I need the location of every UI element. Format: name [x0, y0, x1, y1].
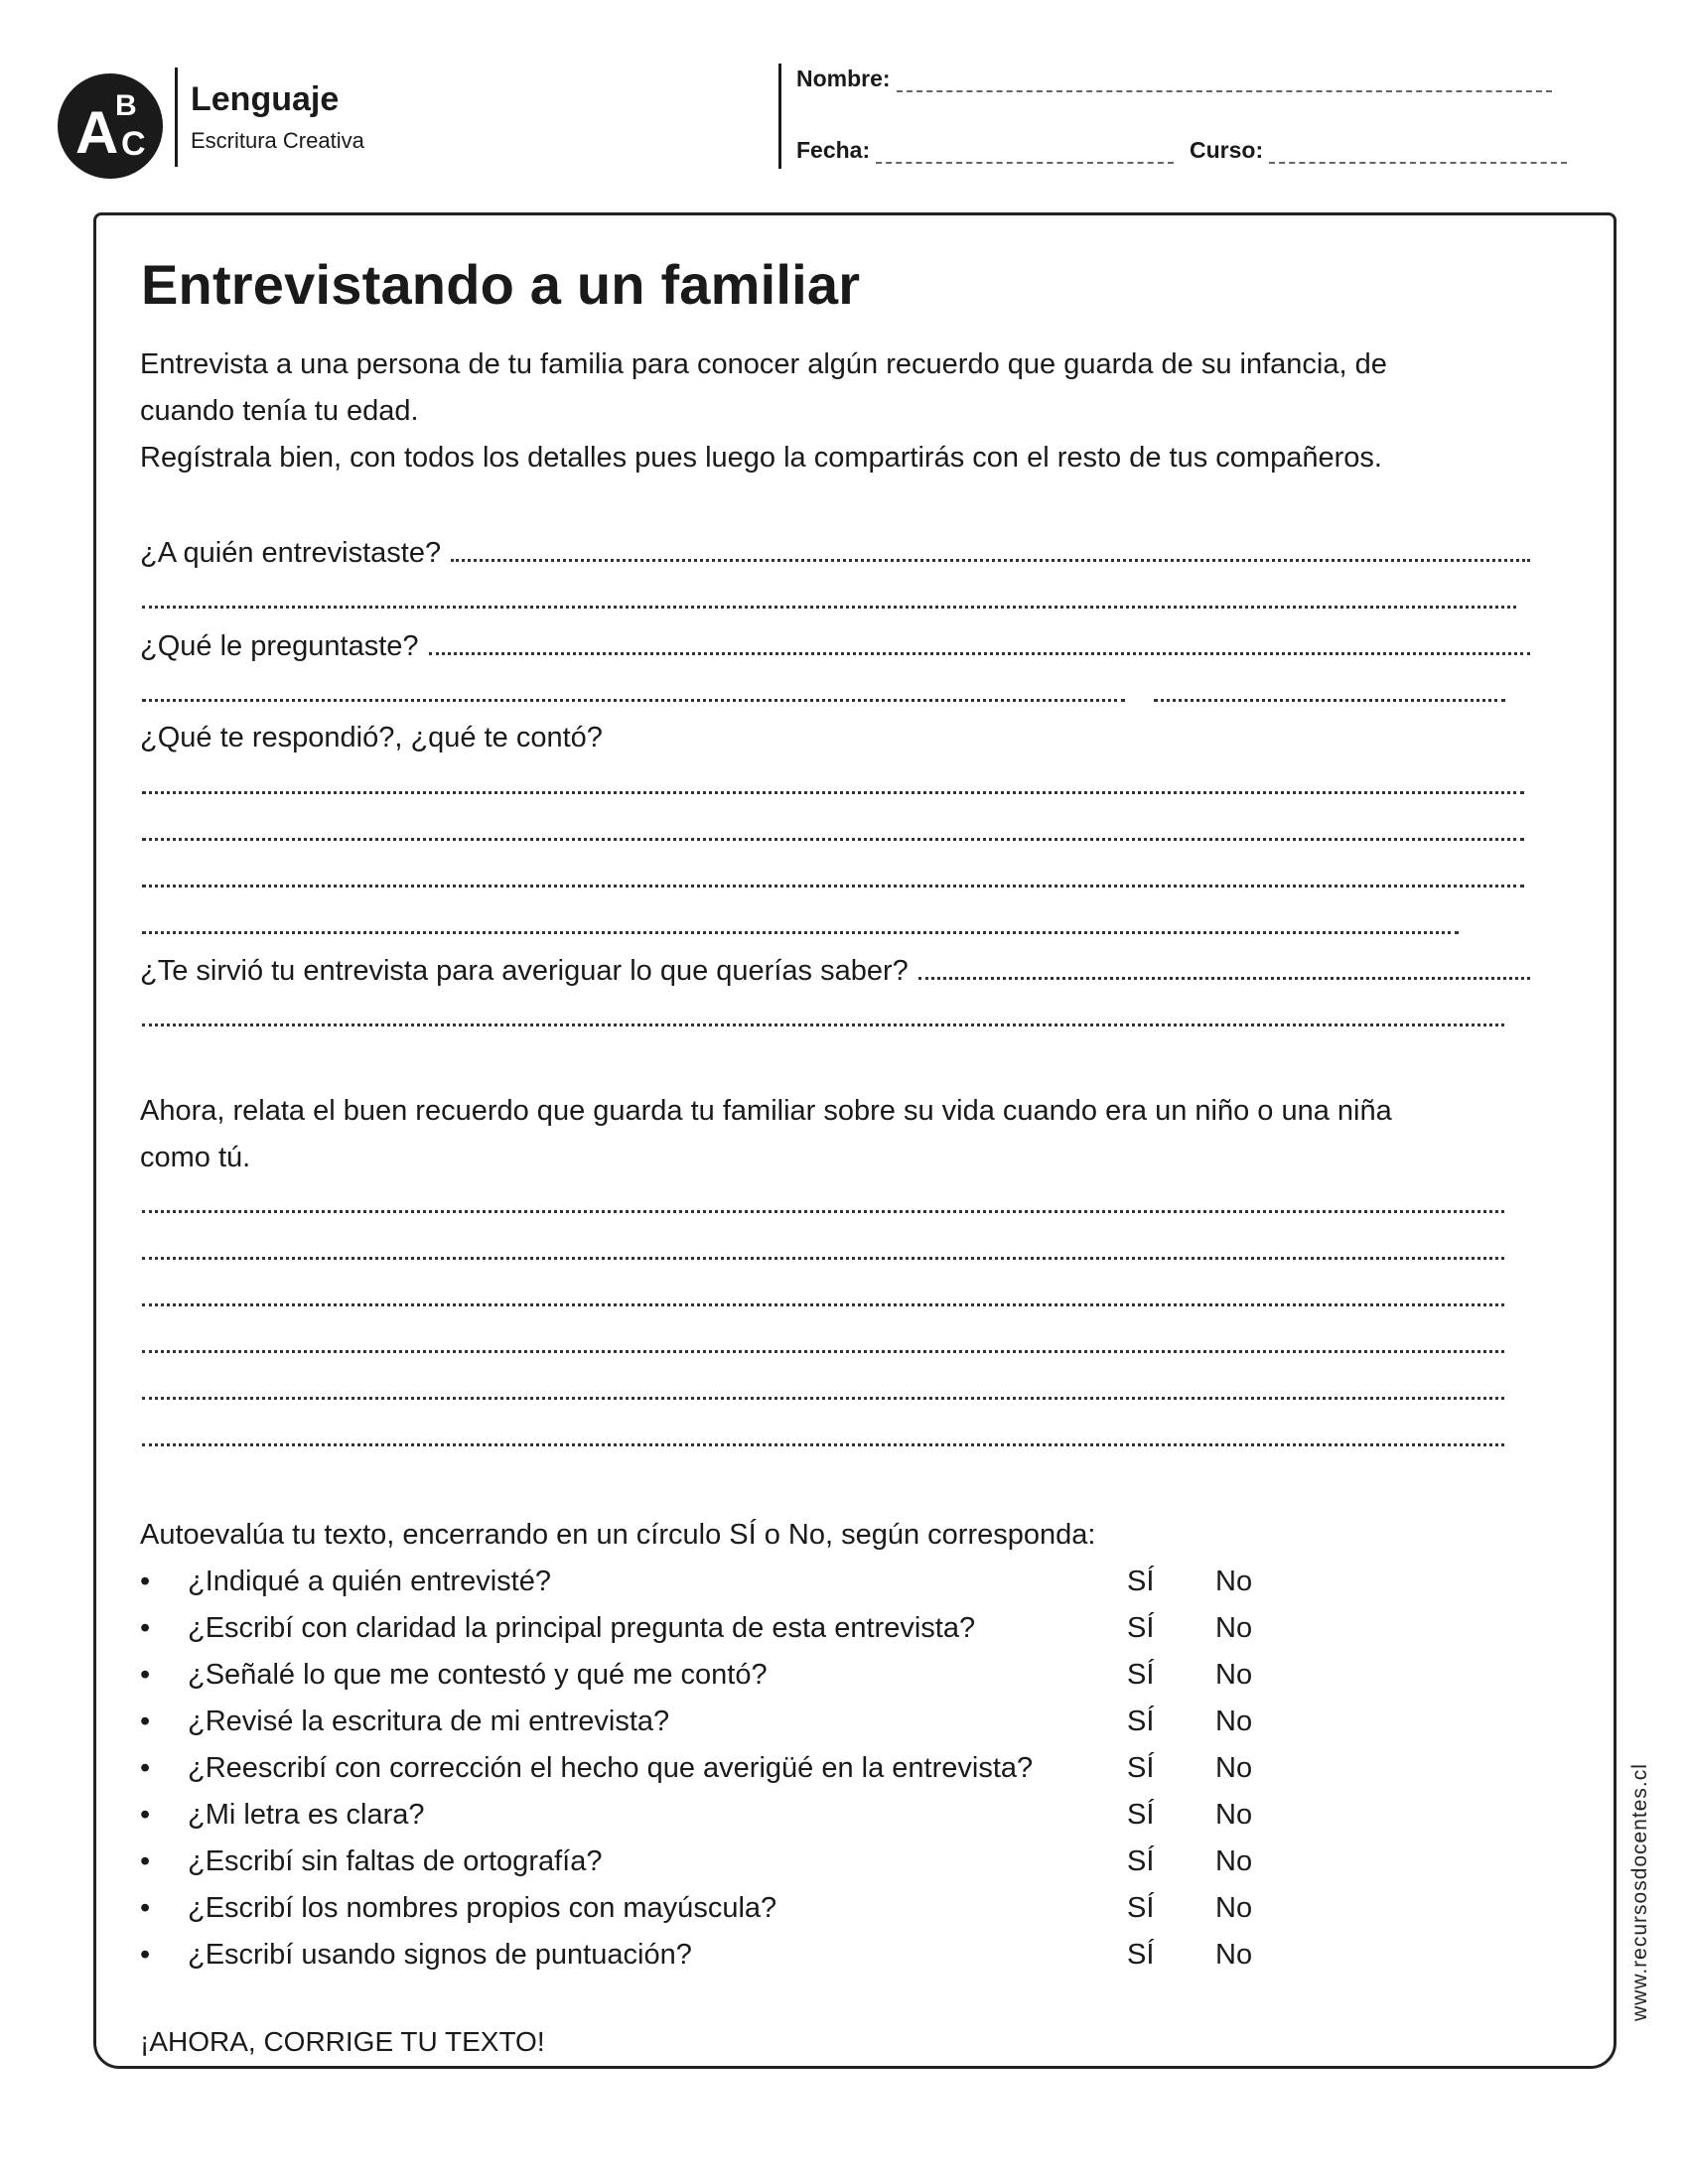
- self-eval-item: [140, 1839, 1332, 1885]
- question-text: ¿Qué te respondió?, ¿qué te contó?: [140, 722, 603, 753]
- fecha-blank[interactable]: [876, 140, 1174, 164]
- yes-option[interactable]: SÍ: [1127, 1706, 1155, 1737]
- logo-letter-b: B: [115, 89, 137, 122]
- nombre-field[interactable]: [796, 66, 1552, 92]
- self-eval-intro: Autoevalúa tu texto, encerrando en un círculo SÍ o No, según corresponda:: [140, 1519, 1096, 1551]
- question-what-answered: [140, 715, 1530, 761]
- yes-option[interactable]: SÍ: [1127, 1566, 1155, 1597]
- self-eval-question: ¿Indiqué a quién entrevisté?: [188, 1566, 551, 1597]
- self-eval-item: [140, 1652, 1332, 1699]
- self-eval-question: ¿Reescribí con corrección el hecho que averigüé en la entrevista?: [188, 1752, 1034, 1784]
- answer-line[interactable]: [429, 622, 1530, 655]
- subject-title: Lenguaje: [191, 80, 340, 118]
- instructions-line: cuando tenía tu edad.: [140, 395, 419, 427]
- yes-option[interactable]: SÍ: [1127, 1612, 1155, 1644]
- website-watermark: www.recursosdocentes.cl: [1628, 1763, 1651, 2021]
- self-eval-item: [140, 1792, 1332, 1839]
- self-eval-question: ¿Señalé lo que me contestó y qué me contó?: [188, 1659, 768, 1691]
- subject-subtitle: Escritura Creativa: [191, 128, 364, 153]
- self-eval-question: ¿Mi letra es clara?: [188, 1799, 425, 1831]
- abc-logo: [56, 71, 165, 181]
- answer-line[interactable]: [142, 699, 1125, 702]
- answer-line[interactable]: [142, 791, 1524, 794]
- bullet: •: [140, 1612, 151, 1644]
- final-note: ¡AHORA, CORRIGE TU TEXTO!: [140, 2026, 545, 2057]
- self-eval-question: ¿Escribí usando signos de puntuación?: [188, 1939, 692, 1971]
- no-option[interactable]: No: [1215, 1799, 1253, 1831]
- writing-line[interactable]: [142, 1443, 1504, 1446]
- bullet: •: [140, 1566, 151, 1597]
- question-text: ¿A quién entrevistaste?: [140, 537, 442, 569]
- answer-line[interactable]: [142, 838, 1524, 841]
- question-text: ¿Qué le preguntaste?: [140, 630, 419, 662]
- self-eval-question: ¿Escribí los nombres propios con mayúscula?: [188, 1892, 777, 1924]
- writing-line[interactable]: [142, 1210, 1504, 1213]
- no-option[interactable]: No: [1215, 1566, 1253, 1597]
- no-option[interactable]: No: [1215, 1612, 1253, 1644]
- logo-letter-a: A: [75, 99, 119, 166]
- question-text: ¿Te sirvió tu entrevista para averiguar lo que querías saber?: [140, 955, 909, 987]
- self-eval-item: [140, 1699, 1332, 1745]
- fields-divider: [778, 64, 781, 169]
- header-divider: [175, 68, 178, 167]
- question-who: [140, 529, 1530, 576]
- nombre-label: Nombre:: [796, 66, 891, 91]
- bullet: •: [140, 1892, 151, 1924]
- relate-prompt-line: Ahora, relata el buen recuerdo que guarda tu familiar sobre su vida cuando era un niño o una niña: [140, 1095, 1392, 1127]
- self-eval-question: ¿Escribí sin faltas de ortografía?: [188, 1845, 603, 1877]
- writing-line[interactable]: [142, 1303, 1504, 1306]
- self-eval-item: [140, 1932, 1332, 1979]
- answer-line[interactable]: [142, 931, 1459, 934]
- writing-line[interactable]: [142, 1257, 1504, 1260]
- no-option[interactable]: No: [1215, 1659, 1253, 1691]
- self-eval-item: [140, 1605, 1332, 1652]
- question-was-useful: [140, 947, 1530, 994]
- self-eval-question: ¿Revisé la escritura de mi entrevista?: [188, 1706, 670, 1737]
- answer-line[interactable]: [1154, 699, 1505, 702]
- no-option[interactable]: No: [1215, 1892, 1253, 1924]
- relate-prompt-line: como tú.: [140, 1142, 251, 1173]
- instructions: [140, 341, 1530, 481]
- yes-option[interactable]: SÍ: [1127, 1659, 1155, 1691]
- curso-blank[interactable]: [1269, 140, 1567, 164]
- no-option[interactable]: No: [1215, 1706, 1253, 1737]
- self-eval-question: ¿Escribí con claridad la principal pregunta de esta entrevista?: [188, 1612, 976, 1644]
- fecha-field[interactable]: [796, 137, 1174, 164]
- yes-option[interactable]: SÍ: [1127, 1799, 1155, 1831]
- no-option[interactable]: No: [1215, 1845, 1253, 1877]
- yes-option[interactable]: SÍ: [1127, 1845, 1155, 1877]
- logo-letter-c: C: [121, 125, 146, 163]
- answer-line[interactable]: [918, 947, 1530, 980]
- self-eval-item: [140, 1885, 1332, 1932]
- bullet: •: [140, 1845, 151, 1877]
- question-what-asked: [140, 622, 1530, 669]
- yes-option[interactable]: SÍ: [1127, 1752, 1155, 1784]
- self-eval-item: [140, 1745, 1332, 1792]
- curso-field[interactable]: [1190, 137, 1567, 164]
- no-option[interactable]: No: [1215, 1752, 1253, 1784]
- bullet: •: [140, 1799, 151, 1831]
- answer-line[interactable]: [142, 606, 1516, 609]
- writing-line[interactable]: [142, 1350, 1504, 1353]
- bullet: •: [140, 1939, 151, 1971]
- page-title: Entrevistando a un familiar: [141, 253, 861, 316]
- no-option[interactable]: No: [1215, 1939, 1253, 1971]
- bullet: •: [140, 1706, 151, 1737]
- relate-prompt: [140, 1088, 1530, 1181]
- bullet: •: [140, 1752, 151, 1784]
- answer-line[interactable]: [142, 1024, 1504, 1026]
- nombre-blank[interactable]: [897, 68, 1552, 92]
- yes-option[interactable]: SÍ: [1127, 1892, 1155, 1924]
- instructions-line: Entrevista a una persona de tu familia para conocer algún recuerdo que guarda de su infancia, de: [140, 348, 1387, 380]
- instructions-line: Regístrala bien, con todos los detalles pues luego la compartirás con el resto de tus compañeros.: [140, 442, 1382, 474]
- bullet: •: [140, 1659, 151, 1691]
- curso-label: Curso:: [1190, 137, 1264, 163]
- answer-line[interactable]: [451, 529, 1530, 562]
- fecha-label: Fecha:: [796, 137, 871, 163]
- self-eval-item: [140, 1559, 1332, 1605]
- answer-line[interactable]: [142, 885, 1524, 887]
- yes-option[interactable]: SÍ: [1127, 1939, 1155, 1971]
- writing-line[interactable]: [142, 1397, 1504, 1400]
